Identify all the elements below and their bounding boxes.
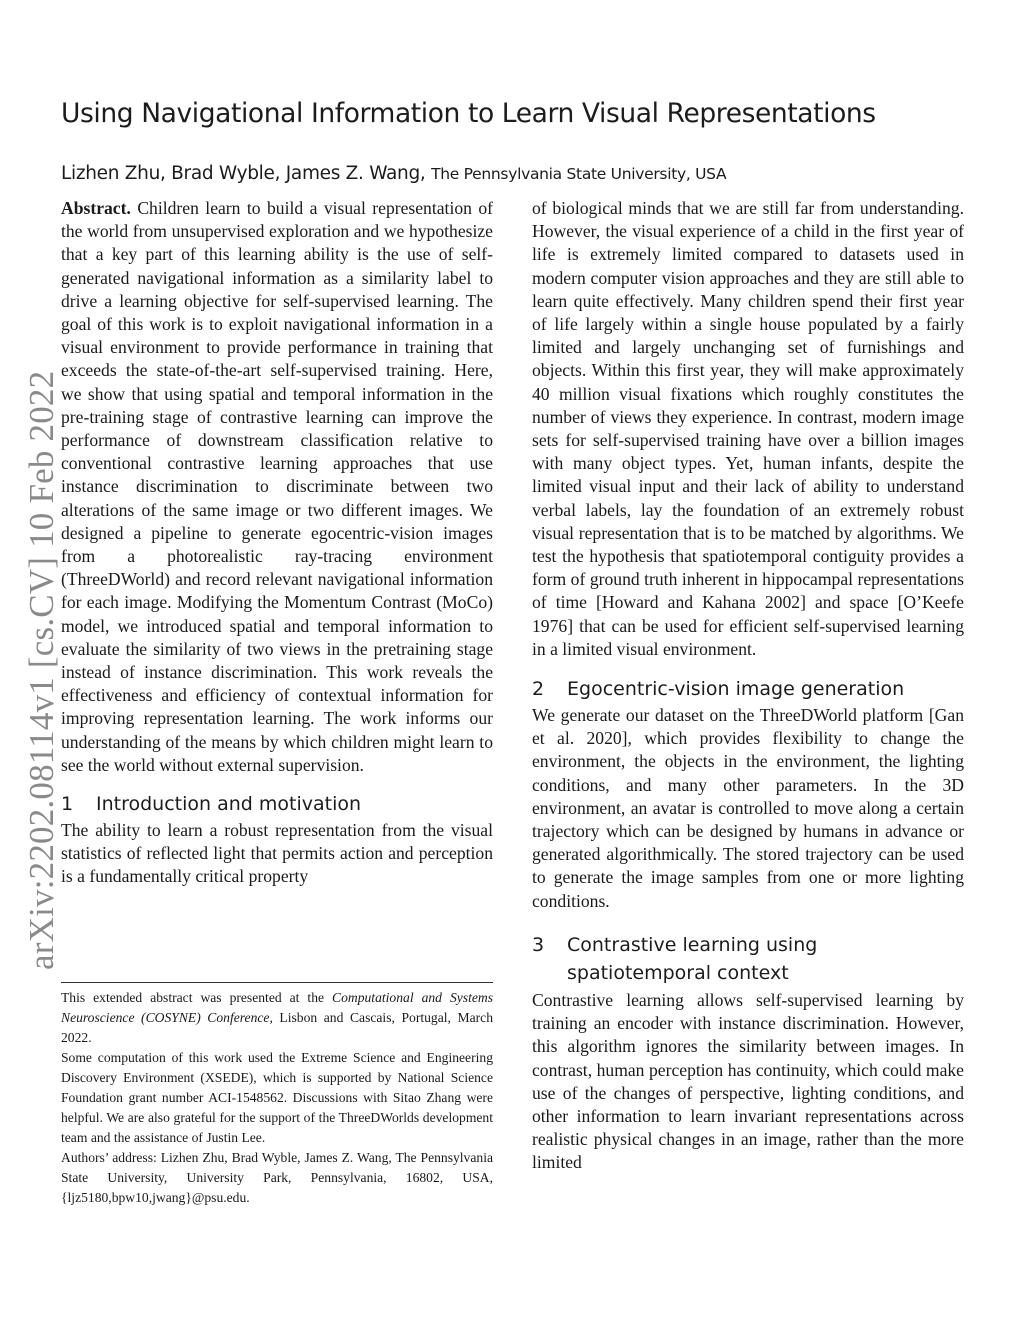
author-affiliation: The Pennsylvania State University, USA bbox=[431, 165, 727, 183]
section-heading-contrastive-learning bbox=[532, 931, 964, 987]
section-number: 2 bbox=[532, 678, 545, 701]
author-names: Lizhen Zhu, Brad Wyble, James Z. Wang, bbox=[61, 163, 426, 184]
footnote-venue: Computational and Systems Neuroscience (COSYNE) Conference bbox=[61, 990, 493, 1025]
abstract-text: Children learn to build a visual representation of the world from unsupervised exploration and we hypothesize that a key part of this learning ability is the use of self-generated navigational information as a similarity label to drive a learning objective for self-supervised learning. The goal of this work is to exploit navigational information in a visual environment to provide performance in training that exceeds the state-of-the-art self-supervised training. Here, we show that using spatial and temporal information in the pre-training stage of contrastive learning can improve the performance of downstream classification relative to conventional contrastive learning approaches that use instance discrimination to discriminate between two alterations of the same image or two different images. We designed a pipeline to generate egocentric-vision images from a photorealistic ray-tracing environment (ThreeDWorld) and record relevant navigational information for each image. Modifying the Momentum Contrast (MoCo) model, we introduced spatial and temporal information to evaluate the similarity of two views in the pretraining stage instead of instance discrimination. This work reveals the effectiveness and efficiency of contextual information for improving representation learning. The work informs our understanding of the means by which children might learn to see the world without external supervision. bbox=[61, 198, 494, 775]
section-title: Introduction and motivation bbox=[96, 793, 362, 816]
image-generation-paragraph: We generate our dataset on the ThreeDWorld platform [Gan et al. 2020], which provides flexibility to change the environment, the objects in the environment, the lighting conditions, and many other parameters. In the 3D environment, an avatar is controlled to move along a certain trajectory which can be designed by humans in advance or generated algorithmically. The stored trajectory can be used to generate the image samples from one or more lighting conditions. bbox=[532, 705, 964, 911]
section-title: Egocentric-vision image generation bbox=[567, 678, 905, 701]
section-number: 1 bbox=[61, 793, 74, 816]
section-heading-introduction bbox=[61, 790, 493, 818]
footnote-presented-prefix: This extended abstract was presented at the bbox=[61, 990, 333, 1005]
arxiv-identifier-stamp: arXiv:2202.08114v1 [cs.CV] 10 Feb 2022 bbox=[22, 370, 61, 970]
section-number: 3 bbox=[532, 933, 545, 956]
contrastive-learning-paragraph: Contrastive learning allows self-supervised learning by training an encoder with instance discrimination. However, this algorithm ignores the similarity between images. In contrast, human perception has continuity, which could make use of the changes of perspective, lighting conditions, and other information to learn invariant representations across realistic physical changes in an image, rather than the more limited bbox=[532, 989, 964, 1173]
left-column bbox=[61, 197, 493, 889]
right-column bbox=[532, 197, 964, 1175]
footnote-address: Authors’ address: Lizhen Zhu, Brad Wyble, James Z. Wang, The Pennsylvania State University, University Park, Pennsylvania, 16802, USA, {ljz5180,bpw10,jwang}@psu.edu. bbox=[61, 1150, 493, 1205]
section-title: Contrastive learning using spatiotemporal context bbox=[567, 933, 818, 984]
section-heading-image-generation bbox=[532, 675, 964, 703]
footnote-presented-suffix: , Lisbon and Cascais, Portugal, March 2022. bbox=[61, 1010, 493, 1045]
footnote-acknowledgment: Some computation of this work used the Extreme Science and Engineering Discovery Environment (XSEDE), which is supported by National Science Foundation grant number ACI-1548562. Discussions with Sitao Zhang were helpful. We are also grateful for the support of the ThreeDWorlds development team and the assistance of Justin Lee. bbox=[61, 1050, 493, 1145]
introduction-paragraph-continued: of biological minds that we are still far from understanding. However, the visual experience of a child in the first year of life is extremely limited compared to datasets used in modern computer vision approaches and they are still able to learn quite effectively. Many children spend their first year of life largely within a single house populated by a fairly limited and largely unchanging set of furnishings and objects. Within this first year, they will make approximately 40 million visual fixations which roughly constitutes the number of views they experience. In contrast, modern image sets for self-supervised training have over a billion images with many object types. Yet, human infants, despite the limited visual input and their lack of ability to understand verbal labels, lay the foundation of an extremely robust visual representation that is to be matched by algorithms. We test the hypothesis that spatiotemporal contiguity provides a form of ground truth inherent in hippocampal representations of time [Howard and Kahana 2002] and space [O’Keefe 1976] that can be used for efficient self-supervised learning in a limited visual environment. bbox=[532, 198, 964, 659]
author-line bbox=[61, 163, 726, 184]
footnotes bbox=[61, 982, 493, 1208]
abstract-label: Abstract. bbox=[61, 198, 131, 218]
abstract bbox=[61, 197, 493, 777]
introduction-paragraph-start: The ability to learn a robust representation from the visual statistics of reflected light that permits action and perception is a fundamentally critical property bbox=[61, 820, 493, 887]
paper-title: Using Navigational Information to Learn Visual Representations bbox=[61, 98, 876, 129]
footnote-presented bbox=[61, 988, 493, 1048]
